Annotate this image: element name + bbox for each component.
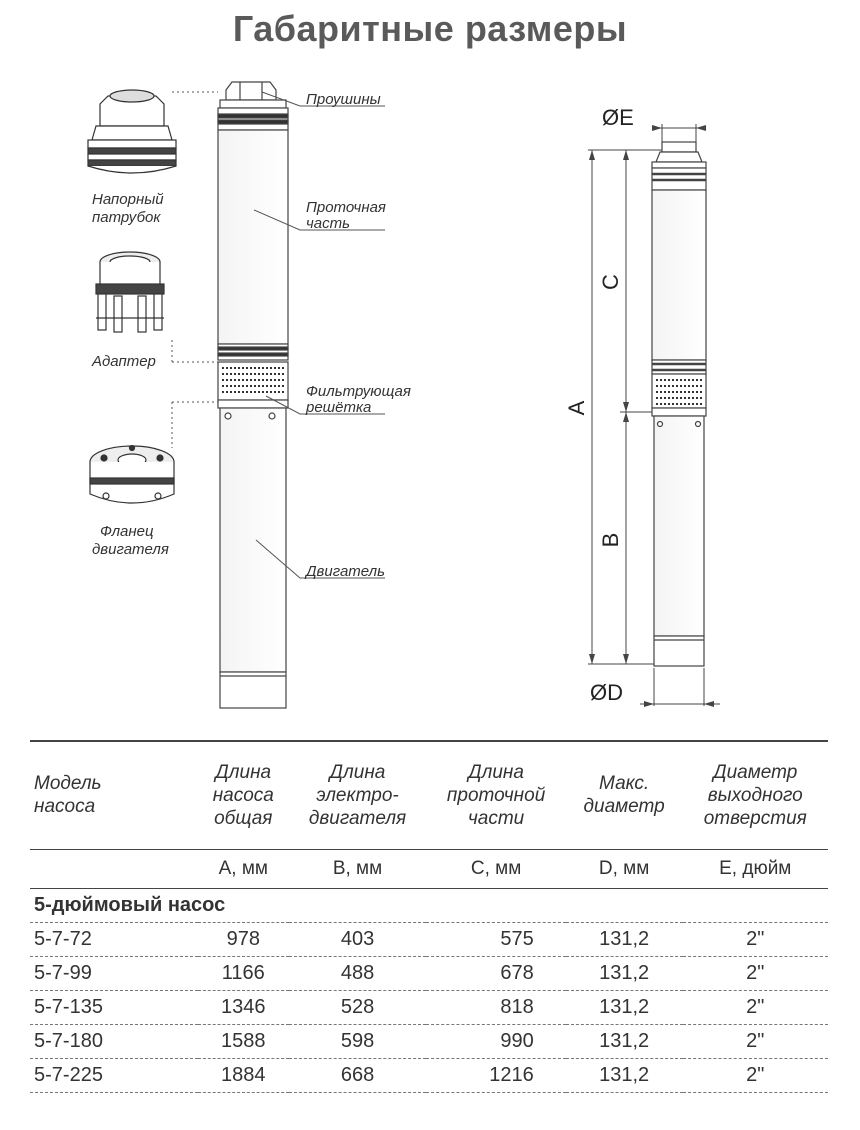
unit-a: А, мм xyxy=(198,849,289,888)
flange-icon xyxy=(90,446,174,504)
label-outlet-1: Напорный xyxy=(92,191,164,208)
table-header-row xyxy=(30,741,828,849)
unit-b: В, мм xyxy=(289,849,427,888)
adapter-icon xyxy=(96,252,164,332)
label-outlet-2: патрубок xyxy=(92,209,161,226)
dimension-c: C xyxy=(598,274,623,290)
label-adapter: Адаптер xyxy=(92,353,156,370)
label-flange-2: двигателя xyxy=(92,541,169,558)
table-units-row xyxy=(30,849,828,888)
dimension-d: ØD xyxy=(590,680,623,705)
label-flow-part-1: Проточная xyxy=(306,199,386,216)
header-motor-length: Длина электро- двигателя xyxy=(289,741,427,849)
label-filter-2: решётка xyxy=(306,399,372,416)
label-flange-1: Фланец xyxy=(100,523,154,540)
page-title: Габаритные размеры xyxy=(232,8,628,49)
table-row: 5-7-135 1346 528 818 131,2 2" xyxy=(30,990,828,1024)
pump-illustration-left xyxy=(218,82,288,708)
table-row: 5-7-180 1588 598 990 131,2 2" xyxy=(30,1024,828,1058)
unit-c: С, мм xyxy=(426,849,565,888)
header-flow-length: Длина проточной части xyxy=(426,741,565,849)
dimension-a: A xyxy=(564,400,589,416)
dimension-e: ØE xyxy=(602,105,634,130)
table-row: 5-7-225 1884 668 1216 131,2 2" xyxy=(30,1058,828,1092)
unit-e: E, дюйм xyxy=(683,849,828,888)
header-total-length: Длина насоса общая xyxy=(198,741,289,849)
table-row: 5-7-72 978 403 575 131,2 2" xyxy=(30,922,828,956)
spec-table xyxy=(30,740,828,1093)
header-max-diameter: Макс. диаметр xyxy=(566,741,683,849)
header-model: Модель насоса xyxy=(30,741,198,849)
table-row: 5-7-99 1166 488 678 131,2 2" xyxy=(30,956,828,990)
dimension-b: B xyxy=(598,532,623,548)
header-outlet-diameter: Диаметр выходного отверстия xyxy=(683,741,828,849)
label-flow-part-2: часть xyxy=(306,215,350,232)
label-motor: Двигатель xyxy=(306,563,385,580)
table-group-row: 5-дюймовый насос xyxy=(30,888,828,922)
label-eyes: Проушины xyxy=(306,91,381,108)
unit-d: D, мм xyxy=(566,849,683,888)
outlet-pipe-icon xyxy=(88,90,176,173)
label-filter-1: Фильтрующая xyxy=(306,383,411,400)
pump-outline-right xyxy=(652,142,706,666)
